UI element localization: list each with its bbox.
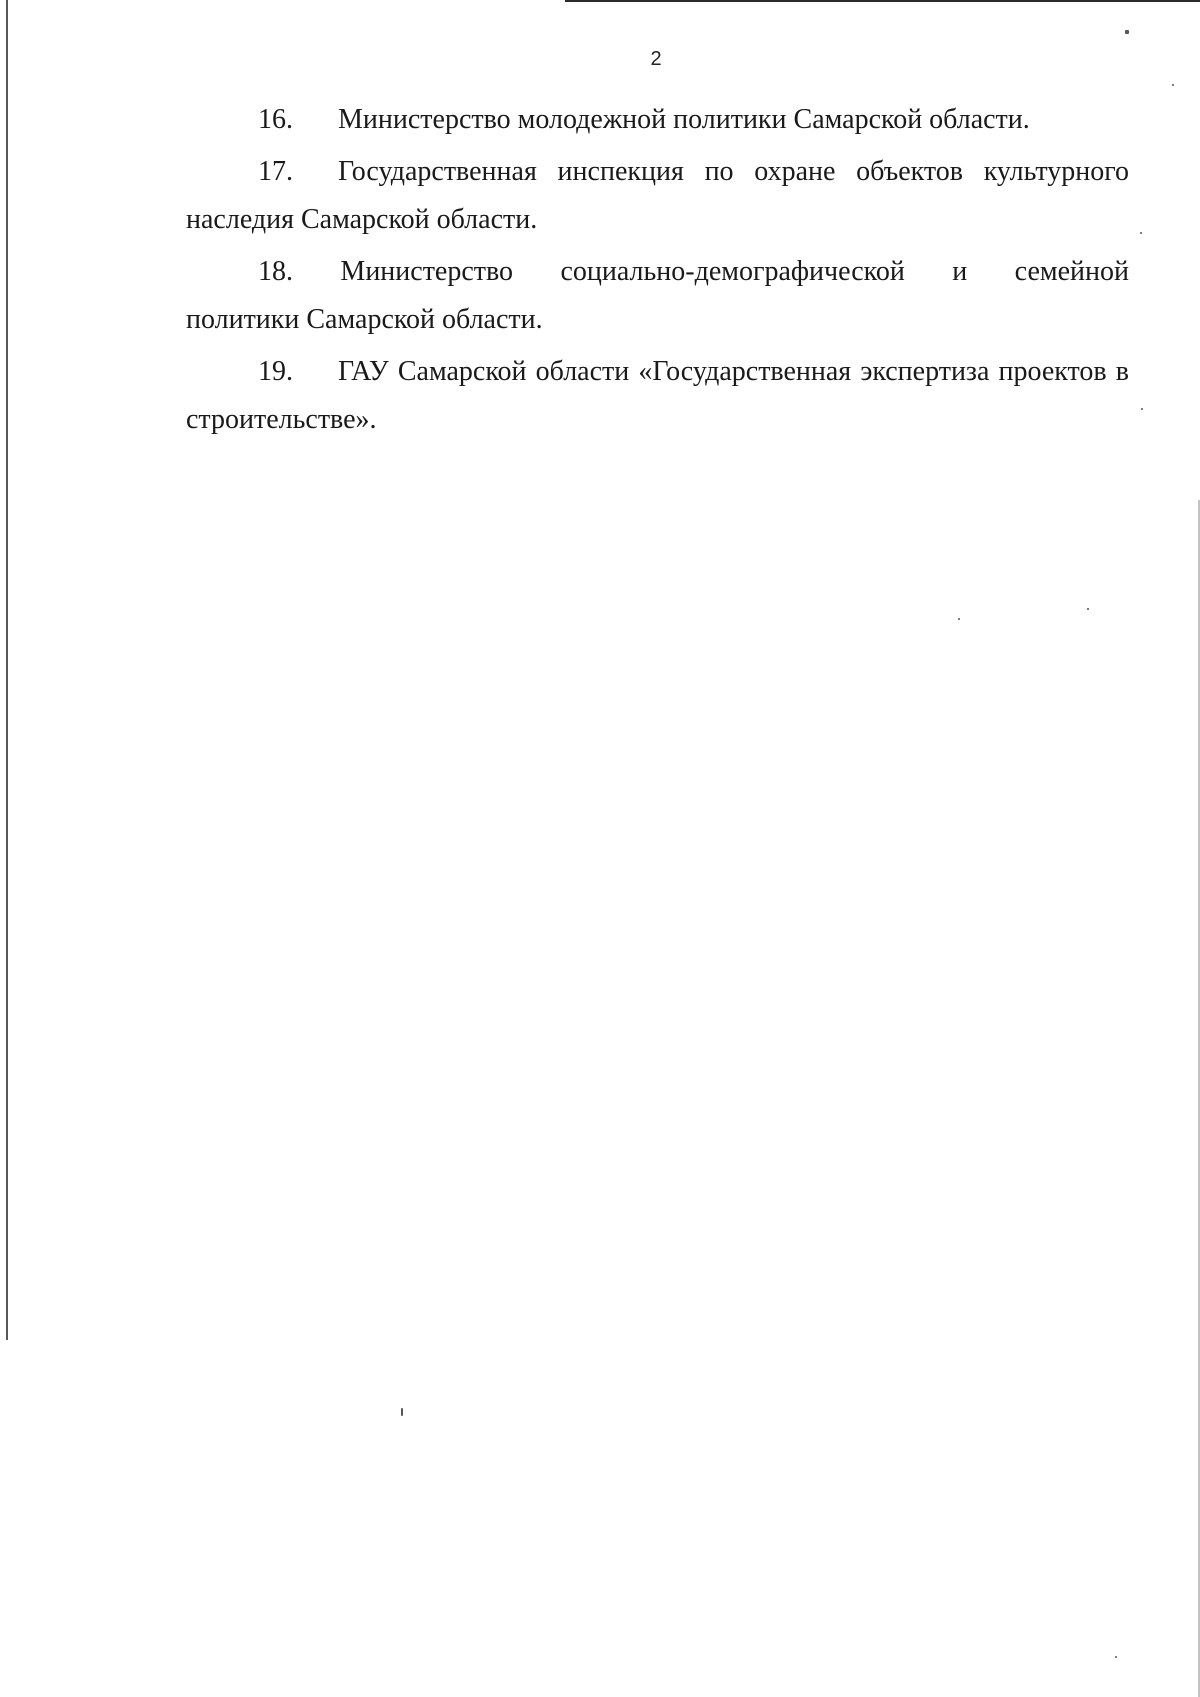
item-word: и bbox=[952, 256, 968, 287]
item-number: 17. bbox=[258, 156, 293, 187]
scan-speck bbox=[1087, 608, 1089, 610]
item-number: 19. bbox=[258, 356, 293, 387]
scan-edge-top bbox=[565, 0, 1200, 2]
scan-speck bbox=[958, 618, 960, 620]
scan-speck bbox=[401, 1408, 403, 1416]
page-number: 2 bbox=[650, 48, 662, 70]
scan-speck bbox=[1172, 84, 1174, 86]
item-text: Государственная инспекция по охране объектов культурного наследия Самарской области. bbox=[186, 156, 1129, 235]
item-word: семейной bbox=[1014, 256, 1129, 287]
item-text: Министерство молодежной политики Самарской области. bbox=[338, 104, 1030, 135]
scan-speck bbox=[1140, 232, 1142, 234]
item-number: 16. bbox=[258, 104, 293, 135]
list-item-19 bbox=[186, 348, 1129, 444]
item-first-line bbox=[258, 248, 1129, 296]
list-item-16 bbox=[186, 96, 1129, 144]
item-text: ГАУ Самарской области «Государственная экспертиза проектов в строительстве». bbox=[186, 356, 1129, 435]
item-word: социально-демографической bbox=[560, 256, 905, 287]
scan-speck bbox=[1125, 30, 1129, 34]
item-second-line: политики Самарской области. bbox=[186, 304, 543, 335]
scan-speck bbox=[1115, 1656, 1117, 1658]
document-body bbox=[186, 96, 1129, 448]
item-word: Министерство bbox=[340, 256, 514, 287]
scan-speck bbox=[1141, 408, 1143, 410]
list-item-17 bbox=[186, 148, 1129, 244]
list-item-18 bbox=[186, 248, 1129, 344]
item-number: 18. bbox=[258, 256, 293, 287]
scan-edge-left bbox=[6, 0, 8, 1340]
